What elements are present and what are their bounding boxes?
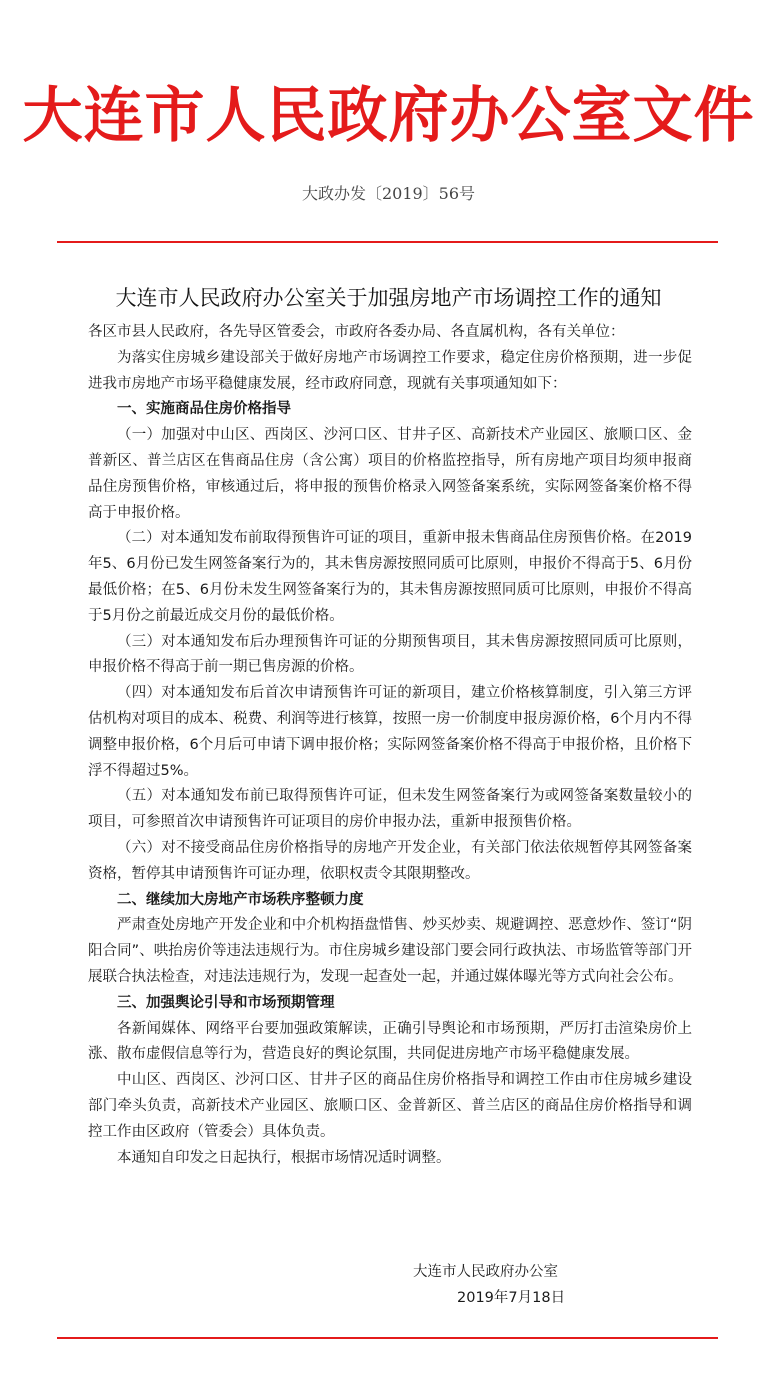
intro-paragraph: 为落实住房城乡建设部关于做好房地产市场调控工作要求，稳定住房价格预期，进一步促进我市房地产市场平稳健康发展，经市政府同意，现就有关事项通知如下： <box>88 349 692 392</box>
section-1-item-6: （六）对不接受商品住房价格指导的房地产开发企业，有关部门依法依规暂停其网签备案资格，暂停其申请预售许可证办理，依职权责令其限期整改。 <box>88 839 692 882</box>
footer-divider <box>57 1337 718 1339</box>
section-1-item-5: （五）对本通知发布前已取得预售许可证，但未发生网签备案行为或网签备案数量较小的项目，可参照首次申请预售许可证项目的房价申报办法，重新申报预售价格。 <box>88 788 692 831</box>
effective-paragraph: 本通知自印发之日起执行，根据市场情况适时调整。 <box>117 1149 451 1166</box>
document-number: 大政办发〔2019〕56号 <box>301 184 476 203</box>
section-2-text: 严肃查处房地产开发企业和中介机构捂盘惜售、炒买炒卖、规避调控、恶意炒作、签订“阴阳合同”、哄抬房价等违法违规行为。市住房城乡建设部门要会同行政执法、市场监管等部门开展联合执法检查，对违法违规行为，发现一起查处一起，并通过媒体曝光等方式向社会公布。 <box>88 917 692 985</box>
section-2-heading: 二、继续加大房地产市场秩序整顿力度 <box>117 891 364 908</box>
section-1-item-2: （二）对本通知发布前取得预售许可证的项目，重新申报未售商品住房预售价格。在2019年5、6月份已发生网签备案行为的，其未售房源按照同质可比原则，申报价不得高于5、6月份最低价格；在5、6月份未发生网签备案行为的，其未售房源按照同质可比原则，申报价不得高于5月份之前最近成交月份的最低价格。 <box>88 530 692 624</box>
notice-body <box>88 320 692 1171</box>
section-1-item-4: （四）对本通知发布后首次申请预售许可证的新项目，建立价格核算制度，引入第三方评估机构对项目的成本、税费、利润等进行核算，按照一房一价制度申报房源价格，6个月内不得调整申报价格，6个月后可申请下调申报价格；实际网签备案价格不得高于申报价格，且价格下浮不得超过5%。 <box>88 685 692 779</box>
header-divider <box>57 241 718 243</box>
section-1-heading: 一、实施商品住房价格指导 <box>117 401 291 418</box>
notice-title: 大连市人民政府办公室关于加强房地产市场调控工作的通知 <box>115 286 662 310</box>
addressee: 各区市县人民政府，各先导区管委会，市政府各委办局、各直属机构，各有关单位： <box>88 324 625 340</box>
section-1-item-3: （三）对本通知发布后办理预售许可证的分期预售项目，其未售房源按照同质可比原则，申报价格不得高于前一期已售房源的价格。 <box>88 633 692 676</box>
responsibility-paragraph: 中山区、西岗区、沙河口区、甘井子区的商品住房价格指导和调控工作由市住房城乡建设部门牵头负责，高新技术产业园区、旅顺口区、金普新区、普兰店区的商品住房价格指导和调控工作由区政府（管委会）具体负责。 <box>88 1072 692 1140</box>
signature-date: 2019年7月18日 <box>457 1290 566 1306</box>
section-1-item-1: （一）加强对中山区、西岗区、沙河口区、甘井子区、高新技术产业园区、旅顺口区、金普新区、普兰店区在售商品住房（含公寓）项目的价格监控指导，所有房地产项目均须申报商品住房预售价格，审核通过后，将申报的预售价格录入网签备案系统，实际网签备案价格不得高于申报价格。 <box>88 427 692 521</box>
signature-organization: 大连市人民政府办公室 <box>413 1264 558 1280</box>
document-header-title: 大连市人民政府办公室文件 <box>22 81 755 151</box>
section-3-text: 各新闻媒体、网络平台要加强政策解读，正确引导舆论和市场预期，严厉打击渲染房价上涨、散布虚假信息等行为，营造良好的舆论氛围，共同促进房地产市场平稳健康发展。 <box>88 1020 692 1063</box>
section-3-heading: 三、加强舆论引导和市场预期管理 <box>117 994 335 1011</box>
